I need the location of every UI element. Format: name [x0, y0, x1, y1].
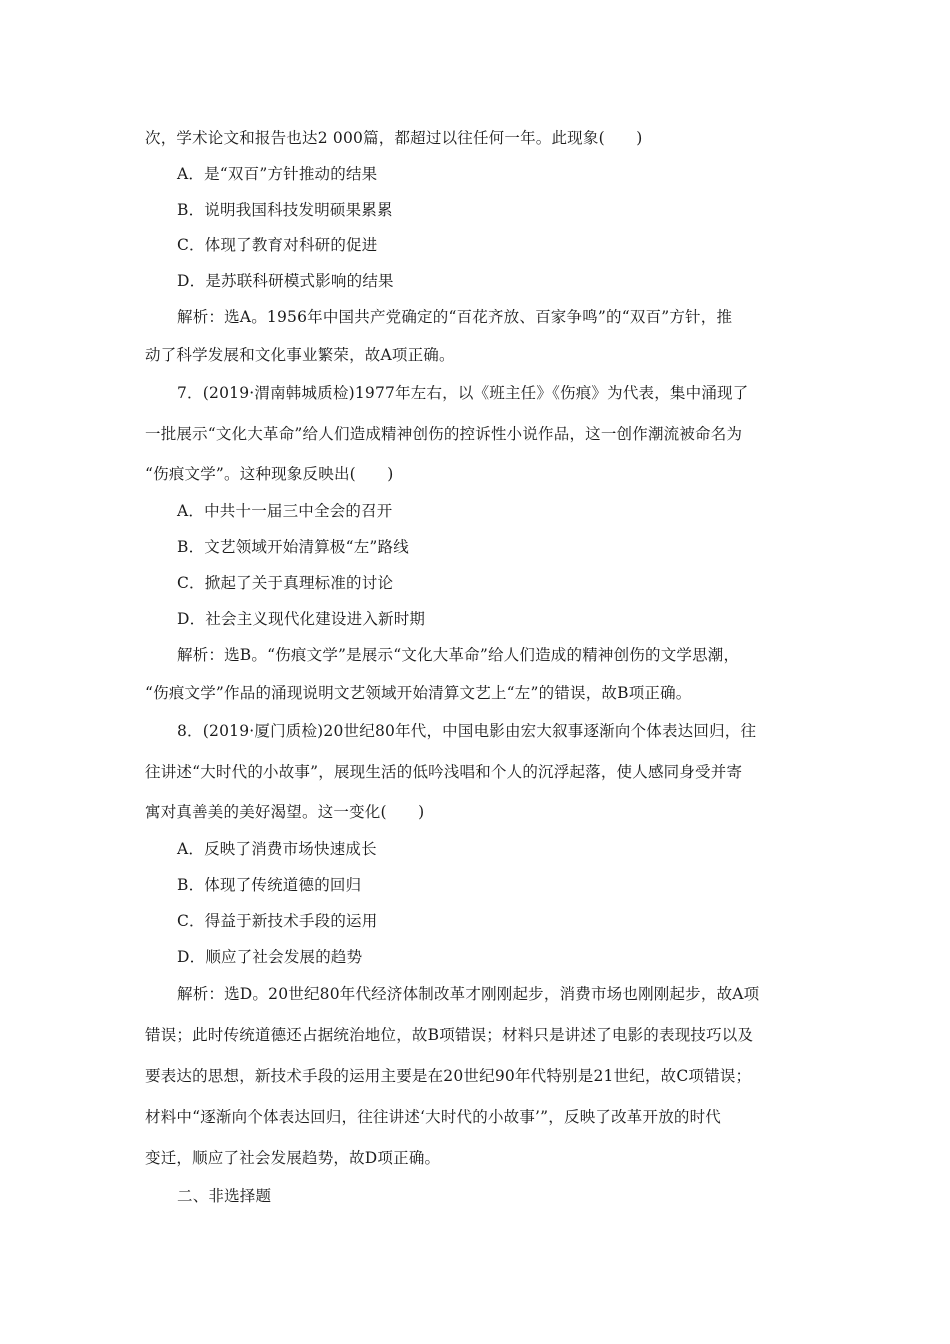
- q6-option-c: C．体现了教育对科研的促进: [177, 236, 378, 254]
- q6-option-a: A．是“双百”方针推动的结果: [177, 165, 378, 183]
- q6-analysis-line-2: 动了科学发展和文化事业繁荣，故A项正确。: [145, 346, 455, 364]
- q8-analysis-line-4: 材料中“逐渐向个体表达回归，往往讲述‘大时代的小故事’”，反映了改革开放的时代: [145, 1108, 722, 1126]
- q8-stem-line-3: 寓对真善美的美好渴望。这一变化( ): [145, 803, 425, 821]
- q6-stem-tail: 次，学术论文和报告也达2 000篇，都超过以往任何一年。此现象( ): [145, 129, 643, 147]
- q8-option-c: C．得益于新技术手段的运用: [177, 912, 378, 930]
- q8-analysis-line-1: 解析：选D。20世纪80年代经济体制改革才刚刚起步，消费市场也刚刚起步，故A项: [177, 985, 760, 1003]
- q6-option-b: B．说明我国科技发明硕果累累: [177, 201, 393, 219]
- q7-option-b: B．文艺领域开始清算极“左”路线: [177, 538, 409, 556]
- q8-stem-line-2: 往讲述“大时代的小故事”，展现生活的低吟浅唱和个人的沉浮起落，使人感同身受并寄: [145, 763, 743, 781]
- q6-option-d: D．是苏联科研模式影响的结果: [177, 272, 394, 290]
- q7-analysis-line-1: 解析：选B。“伤痕文学”是展示“文化大革命”给人们造成的精神创伤的文学思潮，: [177, 646, 740, 664]
- q7-option-c: C．掀起了关于真理标准的讨论: [177, 574, 394, 592]
- section-heading: 二、非选择题: [177, 1187, 272, 1205]
- q7-stem-line-3: “伤痕文学”。这种现象反映出( ): [145, 465, 394, 483]
- q8-analysis-line-5: 变迁，顺应了社会发展趋势，故D项正确。: [145, 1149, 441, 1167]
- q8-option-b: B．体现了传统道德的回归: [177, 876, 362, 894]
- q7-option-d: D．社会主义现代化建设进入新时期: [177, 610, 426, 628]
- q7-analysis-line-2: “伤痕文学”作品的涌现说明文艺领域开始清算文艺上“左”的错误，故B项正确。: [145, 684, 692, 702]
- q7-stem-line-2: 一批展示“文化大革命”给人们造成精神创伤的控诉性小说作品，这一创作潮流被命名为: [145, 425, 743, 443]
- q8-stem-line-1: 8．(2019·厦门质检)20世纪80年代，中国电影由宏大叙事逐渐向个体表达回归，往: [177, 722, 757, 740]
- q8-option-d: D．顺应了社会发展的趋势: [177, 948, 363, 966]
- q8-option-a: A．反映了消费市场快速成长: [177, 840, 377, 858]
- q7-option-a: A．中共十一届三中全会的召开: [177, 502, 393, 520]
- q7-stem-line-1: 7．(2019·渭南韩城质检)1977年左右，以《班主任》《伤痕》为代表，集中涌现了: [177, 384, 749, 402]
- q8-analysis-line-3: 要表达的思想，新技术手段的运用主要是在20世纪90年代特别是21世纪，故C项错误；: [145, 1067, 752, 1085]
- q6-analysis-line-1: 解析：选A。1956年中国共产党确定的“百花齐放、百家争鸣”的“双百”方针，推: [177, 308, 733, 326]
- q8-analysis-line-2: 错误；此时传统道德还占据统治地位，故B项错误；材料只是讲述了电影的表现技巧以及: [145, 1026, 754, 1044]
